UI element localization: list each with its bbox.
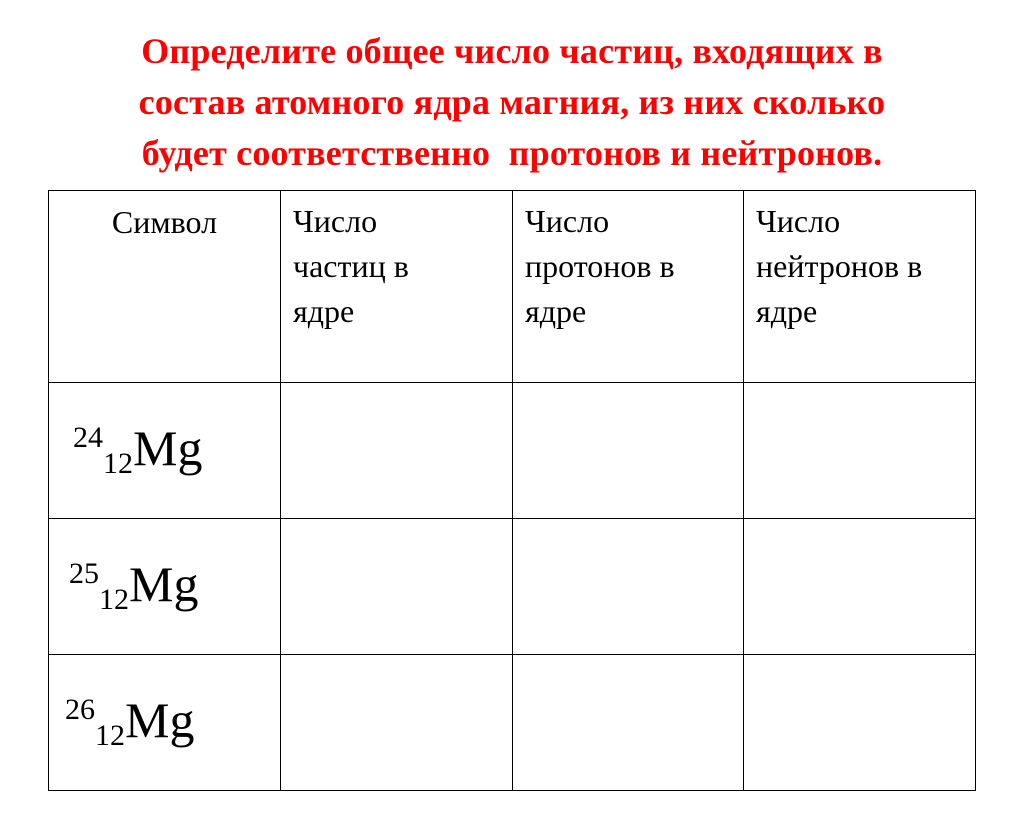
header-label-line: Число [293,203,378,239]
isotope-symbol [49,383,280,518]
task-title-line: будет соответственно протонов и нейтронов. [141,133,883,173]
element-symbol: Mg [125,692,195,748]
particles-cell[interactable] [281,655,513,791]
header-label-line: протонов в [525,248,675,284]
header-label-line: ядре [525,293,587,329]
header-label-line: Символ [111,204,218,240]
header-label [744,191,975,334]
header-label-line: ядре [756,293,818,329]
header-cell-protons [513,191,744,383]
header-label [513,191,743,334]
task-title-line: состав атомного ядра магния, из них сколько [138,82,886,122]
header-label [49,191,280,245]
particles-cell[interactable] [281,519,513,655]
element-symbol: Mg [133,420,203,476]
neutrons-cell[interactable] [744,383,976,519]
table-row [49,383,976,519]
isotope-symbol [49,655,280,790]
task-title-line: Определите общее число частиц, входящих в [141,31,883,71]
isotope-table [48,190,976,791]
mass-number: 24 [73,421,103,454]
symbol-cell [49,655,281,791]
atomic-number: 12 [95,719,125,752]
neutrons-cell[interactable] [744,519,976,655]
header-label-line: частиц в [293,248,409,284]
header-cell-symbol [49,191,281,383]
header-label [281,191,512,334]
mass-number: 26 [65,693,95,726]
symbol-cell [49,383,281,519]
particles-cell[interactable] [281,383,513,519]
table-header-row [49,191,976,383]
header-cell-neutrons [744,191,976,383]
neutrons-cell[interactable] [744,655,976,791]
protons-cell[interactable] [513,519,744,655]
protons-cell[interactable] [513,383,744,519]
task-title [40,26,984,179]
isotope-symbol [49,519,280,654]
table-row [49,655,976,791]
header-label-line: Число [756,203,841,239]
atomic-number: 12 [99,583,129,616]
protons-cell[interactable] [513,655,744,791]
symbol-cell [49,519,281,655]
mass-number: 25 [69,557,99,590]
element-symbol: Mg [129,556,199,612]
table-row [49,519,976,655]
header-cell-particles [281,191,513,383]
header-label-line: нейтронов в [756,248,923,284]
header-label-line: ядре [293,293,355,329]
atomic-number: 12 [103,447,133,480]
header-label-line: Число [525,203,610,239]
